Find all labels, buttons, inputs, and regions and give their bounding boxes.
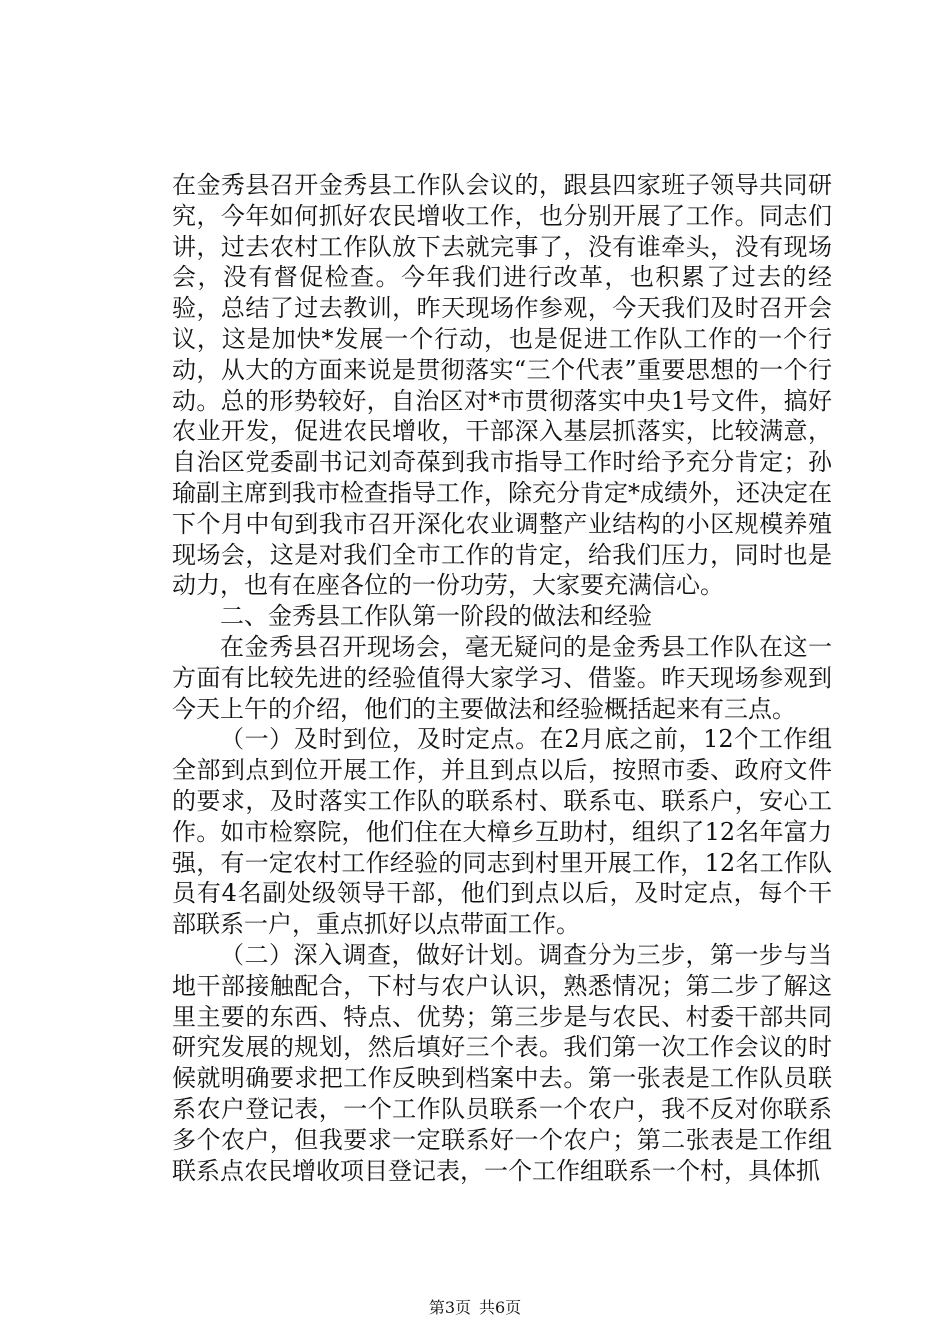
page-total: 共6页 — [479, 1298, 522, 1317]
body-paragraph: 在金秀县召开金秀县工作队会议的，跟县四家班子领导共同研究，今年如何抓好农民增收工作，也分别开展了工作。同志们讲，过去农村工作队放下去就完事了，没有谁牵头，没有现场会，没有督促检查。今年我们进行改革，也积累了过去的经验，总结了过去教训，昨天现场作参观，今天我们及时召开会议，这是加快*发展一个行动，也是促进工作队工作的一个行动，从大的方面来说是贯彻落实“三个代表”重要思想的一个行动。总的形势较好，自治区对*市贯彻落实中央1号文件，搞好农业开发，促进农民增收，干部深入基层抓落实，比较满意，自治区党委副书记刘奇葆到我市指导工作时给予充分肯定；孙瑜副主席到我市检查指导工作，除充分肯定*成绩外，还决定在下个月中旬到我市召开深化农业调整产业结构的小区规模养殖现场会，这是对我们全市工作的肯定，给我们压力，同时也是动力，也有在座各位的一份功劳，大家要充满信心。 — [172, 171, 832, 600]
page-number: 第3页 — [428, 1298, 471, 1317]
body-paragraph: （一）及时到位，及时定点。在2月底之前，12个工作组全部到点到位开展工作，并且到点以后，按照市委、政府文件的要求，及时落实工作队的联系村、联系屯、联系户，安心工作。如市检察院，他们住在大樟乡互助村，组织了12名年富力强，有一定农村工作经验的同志到村里开展工作，12名工作队员有4名副处级领导干部，他们到点以后，及时定点，每个干部联系一户，重点抓好以点带面工作。 — [172, 725, 832, 939]
section-heading: 二、金秀县工作队第一阶段的做法和经验 — [220, 602, 652, 631]
body-paragraph: （二）深入调查，做好计划。调查分为三步，第一步与当地干部接触配合，下村与农户认识，熟悉情况；第二步了解这里主要的东西、特点、优势；第三步是与农民、村委干部共同研究发展的规划，然后填好三个表。我们第一次工作会议的时候就明确要求把工作反映到档案中去。第一张表是工作队员联系农户登记表，一个工作队员联系一个农户，我不反对你联系多个农户，但我要求一定联系好一个农户；第二张表是工作组联系点农民增收项目登记表，一个工作组联系一个村，具体抓 — [172, 940, 832, 1185]
document-body — [172, 170, 832, 1186]
page-footer — [0, 1295, 950, 1318]
body-paragraph: 在金秀县召开现场会，毫无疑问的是金秀县工作队在这一方面有比较先进的经验值得大家学习、借鉴。昨天现场参观到今天上午的介绍，他们的主要做法和经验概括起来有三点。 — [172, 632, 832, 723]
